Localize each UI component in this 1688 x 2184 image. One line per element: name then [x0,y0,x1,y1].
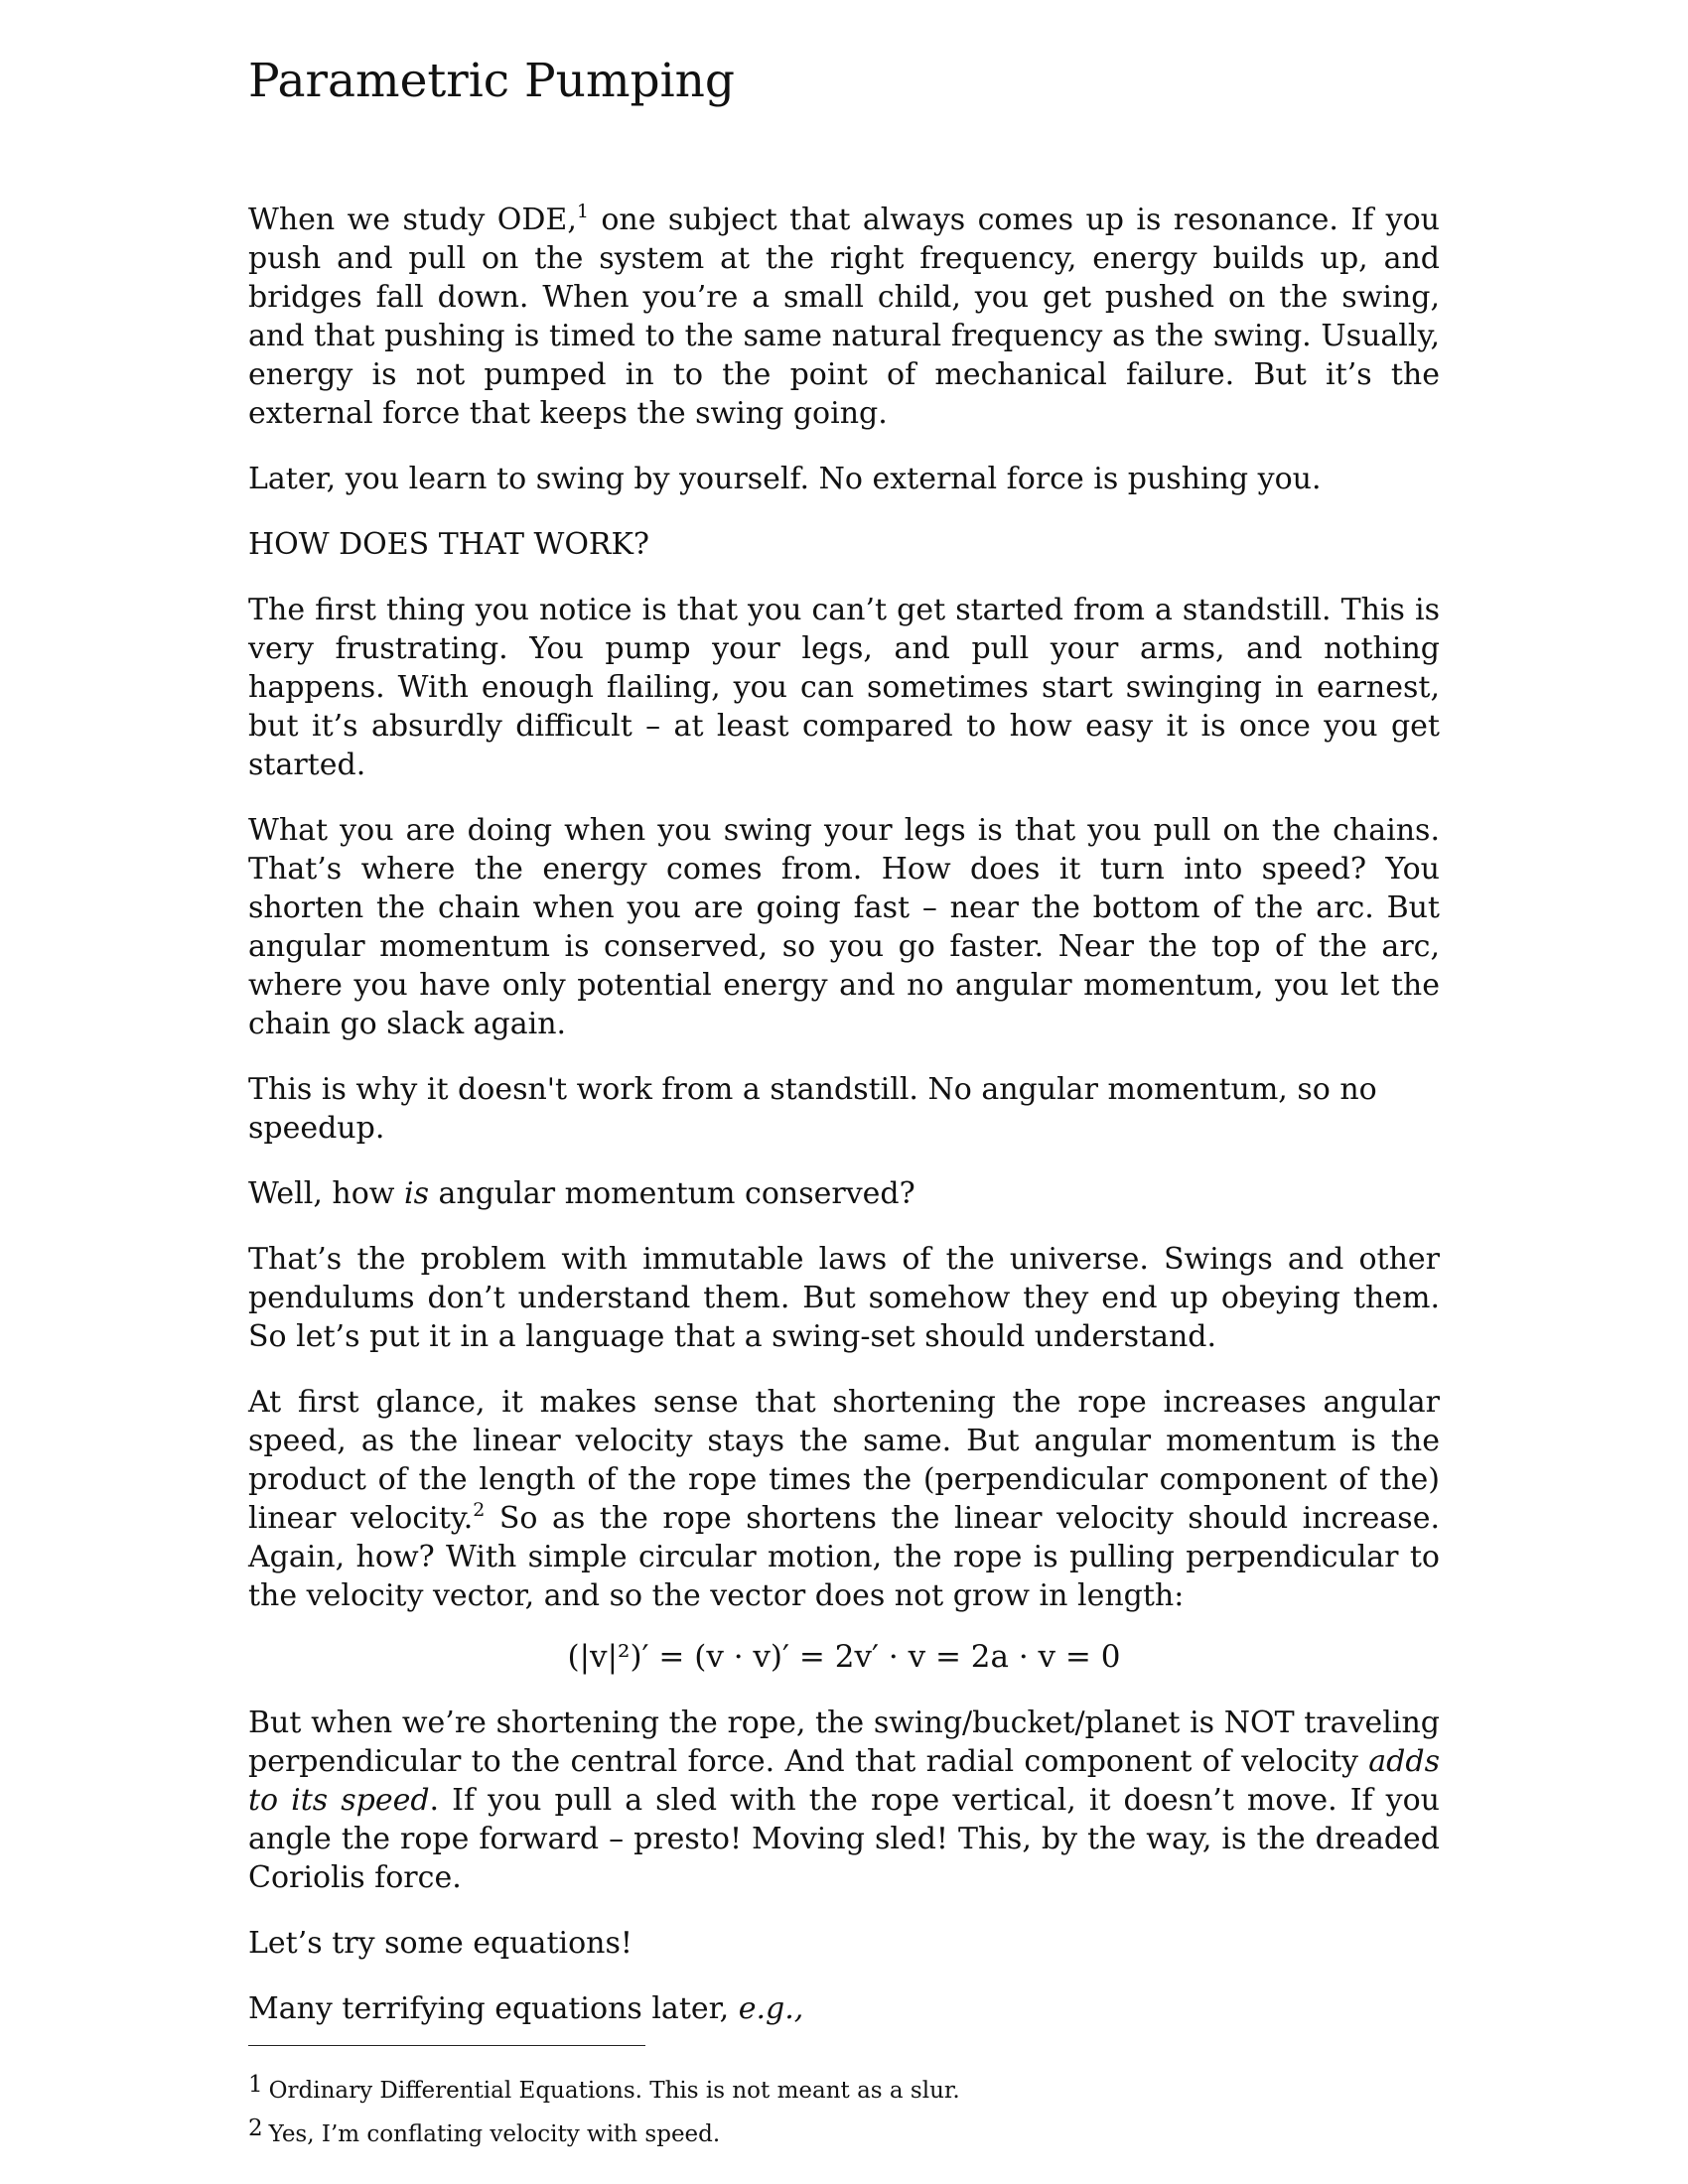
paragraph-terrifying-emphasis: e.g., [738,1991,804,2027]
paragraph-how-conserved-emphasis: is [404,1176,430,1212]
footnote-1-number: 1 [248,2072,263,2098]
footnote-1-text: Ordinary Differential Equations. This is not meant as a slur. [268,2078,960,2104]
paragraph-standstill: The first thing you notice is that you can’t get started from a standstill. This is very frustrating. You pump your legs, and pull your arms, and nothing happens. With enough flailing, you can sometimes start swinging in earnest, but it’s absurdly difficult – at least compared to how easy it is once you get started. [248,593,1440,783]
footnote-ref-1: 1 [576,201,589,223]
paragraph-later: Later, you learn to swing by yourself. No external force is pushing you. [248,462,1322,497]
paragraph-how-conserved [248,1174,1440,1213]
paragraph-intro-text-b: one subject that always comes up is resonance. If you push and pull on the system at the right frequency, energy builds up, and bridges fall down. When you’re a small child, you get pushed on the swing, and that pushing is timed to the same natural frequency as the swing. Usually, energy is not pumped in to the point of mechanical failure. But it’s the external force that keeps the swing going. [248,203,1440,432]
footnote-2-text: Yes, I’m conflating velocity with speed. [268,2121,721,2147]
paragraph-intro-text-a: When we study ODE, [248,203,577,238]
paragraph-immutable-laws: That’s the problem with immutable laws of the universe. Swings and other pendulums don’t understand them. But somehow they end up obeying them. So let’s put it in a language that a swing-set should understand. [248,1242,1440,1355]
footnote-ref-2: 2 [473,1499,486,1522]
footnote-2-number: 2 [248,2116,263,2141]
paragraph-first-glance-text-b: So as the rope shortens the linear velocity should increase. Again, how? With simple circular motion, the rope is pulling perpendicular to the velocity vector, and so the vector does not grow in length: [248,1501,1440,1614]
paragraph-how-conserved-text-a: Well, how [248,1176,405,1212]
paragraph-question: HOW DOES THAT WORK? [248,527,650,563]
document-title: Parametric Pumping [248,54,735,108]
paragraph-coriolis [248,1704,1440,1897]
paragraph-terrifying-equations [248,1989,1440,2028]
footnotes-section [248,2045,1440,2153]
document-page [248,40,1440,2055]
paragraph-no-speedup: This is why it doesn't work from a standstill. No angular momentum, so no speedup. [248,1072,1377,1147]
footnote-2 [248,2110,1440,2153]
paragraph-coriolis-text-b: . If you pull a sled with the rope vertical, it doesn’t move. If you angle the rope forward – presto! Moving sled! This, by the way, is the dreaded Coriolis force. [248,1783,1441,1896]
paragraph-how-conserved-text-b: angular momentum conserved? [429,1176,915,1212]
paragraph-coriolis-text-a: But when we’re shortening the rope, the swing/bucket/planet is NOT traveling perpendicular to the central force. And that radial component of velocity [248,1706,1440,1780]
footnote-1 [248,2066,1440,2110]
paragraph-first-glance-text-a: At first glance, it makes sense that shortening the rope increases angular speed, as the linear velocity stays the same. But angular momentum is the product of the length of the rope times the (perpendicular component of the) linear velocity. [248,1385,1440,1537]
velocity-equation: (|v|²)′ = (v · v)′ = 2v′ · v = 2a · v = 0 [567,1639,1121,1676]
paragraph-coriolis-emphasis: adds to its speed [248,1744,1440,1819]
paragraph-intro [248,201,1440,433]
footnote-divider [248,2045,645,2046]
paragraph-terrifying-text: Many terrifying equations later, [248,1991,739,2027]
paragraph-try-equations: Let’s try some equations! [248,1926,633,1962]
paragraph-chains: What you are doing when you swing your legs is that you pull on the chains. That’s where the energy comes from. How does it turn into speed? You shorten the chain when you are going fast – near the bottom of the arc. But angular momentum is conserved, so you go faster. Near the top of the arc, where you have only potential energy and no angular momentum, you let the chain go slack again. [248,813,1440,1042]
paragraph-first-glance [248,1383,1440,1615]
